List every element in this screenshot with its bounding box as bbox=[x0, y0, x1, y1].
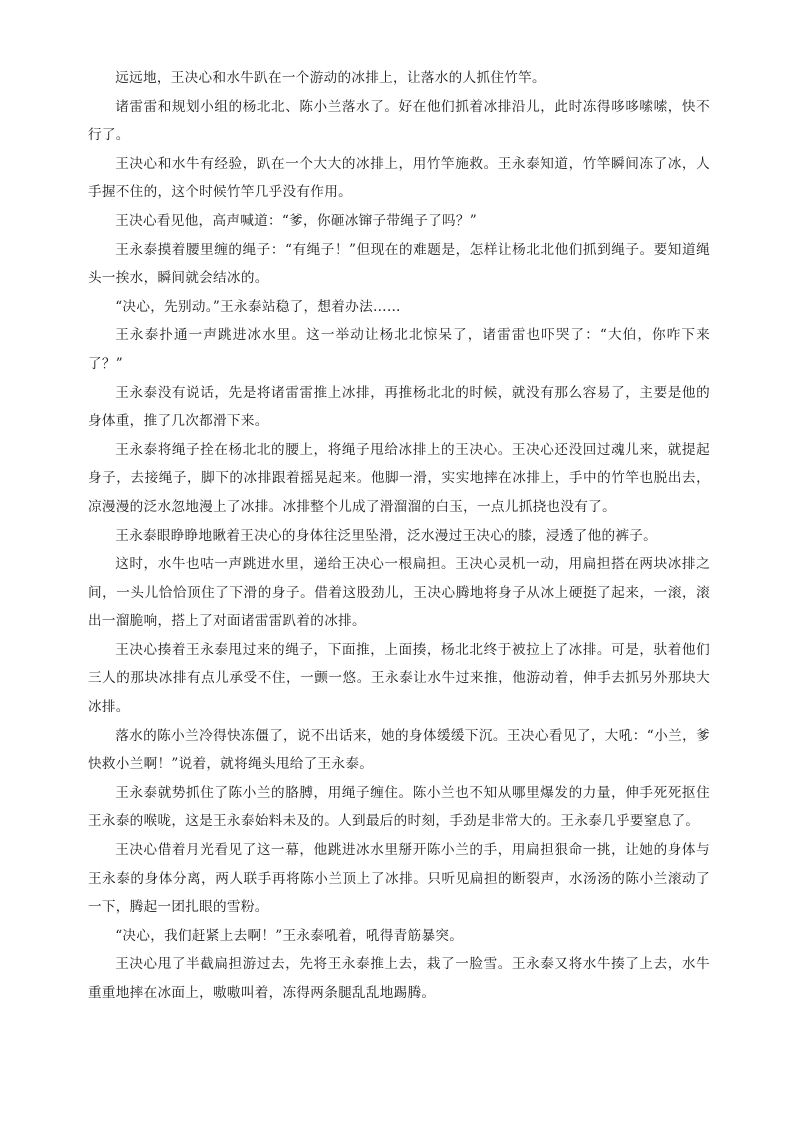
paragraph: 王决心和水牛有经验，趴在一个大大的冰排上，用竹竿施救。王永泰知道，竹竿瞬间冻了冰，人手握不住的，这个时候竹竿几乎没有作用。 bbox=[88, 155, 710, 201]
paragraph: 王永泰就势抓住了陈小兰的胳膊，用绳子缠住。陈小兰也不知从哪里爆发的力量，伸手死死抠住王永泰的喉咙，这是王永泰始料未及的。人到最后的时刻，手劲是非常大的。王永泰几乎要窒息了。 bbox=[88, 784, 710, 830]
paragraph: 王永泰没有说话，先是将诸雷雷推上冰排，再推杨北北的时候，就没有那么容易了，主要是他的身体重，推了几次都滑下来。 bbox=[88, 384, 710, 430]
paragraph: “决心，我们赶紧上去啊！”王永泰吼着，吼得青筋暴突。 bbox=[115, 927, 464, 944]
paragraph: 远远地，王决心和水牛趴在一个游动的冰排上，让落水的人抓住竹竿。 bbox=[115, 70, 546, 86]
paragraph: 王决心揍着王永泰甩过来的绳子，下面推，上面揍，杨北北终于被拉上了冰排。可是，驮着他们三人的那块冰排有点儿承受不住，一颤一悠。王永泰让水牛过来推，他游动着，伸手去抓另外那块大冰排。 bbox=[88, 641, 710, 716]
paragraph: 诸雷雷和规划小组的杨北北、陈小兰落水了。好在他们抓着冰排沿儿，此时冻得哆哆嗦嗦，快不行了。 bbox=[88, 98, 710, 144]
paragraph: 这时，水牛也咕一声跳进水里，递给王决心一根扁担。王决心灵机一动，用扁担搭在两块冰排之间，一头儿恰恰顶住了下滑的身子。借着这股劲儿，王决心腾地将身子从冰上硬挺了起来，一滚，滚出一溜脆响，搭上了对面诸雷雷趴着的冰排。 bbox=[88, 556, 710, 630]
paragraph: 王永泰扑通一声跳进冰水里。这一举动让杨北北惊呆了，诸雷雷也吓哭了：“大伯，你咋下来了？” bbox=[88, 327, 710, 372]
paragraph: 落水的陈小兰冷得快冻僵了，说不出话来，她的身体缓缓下沉。王决心看见了，大吼：“小兰，爹快救小兰啊！”说着，就将绳头甩给了王永泰。 bbox=[88, 727, 710, 773]
paragraph: 王决心看见他，高声喊道：“爹，你砸冰镩子带绳子了吗？” bbox=[115, 212, 478, 229]
paragraph: 王决心借着月光看见了这一幕，他跳进冰水里掰开陈小兰的手，用扁担狠命一挑，让她的身体与王永泰的身体分离，两人联手再将陈小兰顶上了冰排。只听见扁担的断裂声，水汤汤的陈小兰滚动了一下，腾起一团扎眼的雪粉。 bbox=[88, 842, 710, 916]
paragraph: 王永泰摸着腰里缠的绳子：“有绳子！”但现在的难题是，怎样让杨北北他们抓到绳子。要知道绳头一挨水，瞬间就会结冰的。 bbox=[88, 241, 710, 287]
paragraph: 王永泰将绳子拴在杨北北的腰上，将绳子甩给冰排上的王决心。王决心还没回过魂儿来，就提起身子，去接绳子，脚下的冰排跟着摇晃起来。他脚一滑，实实地摔在冰排上，手中的竹竿也脱出去，凉漫漫的泛水忽地漫上了冰排。冰排整个儿成了滑溜溜的白玉，一点儿抓挠也没有了。 bbox=[88, 441, 710, 515]
paragraph: 王决心甩了半截扁担游过去，先将王永泰推上去，栽了一脸雪。王永泰又将水牛揍了上去，水牛重重地摔在冰面上，嗷嗷叫着，冻得两条腿乱乱地踢腾。 bbox=[88, 956, 710, 1001]
paragraph: 王永泰眼睁睁地瞅着王决心的身体往泛里坠滑，泛水漫过王决心的膝，浸透了他的裤子。 bbox=[115, 527, 658, 544]
document-body bbox=[88, 64, 710, 1008]
paragraph: “决心，先别动。”王永泰站稳了，想着办法…… bbox=[115, 298, 401, 315]
